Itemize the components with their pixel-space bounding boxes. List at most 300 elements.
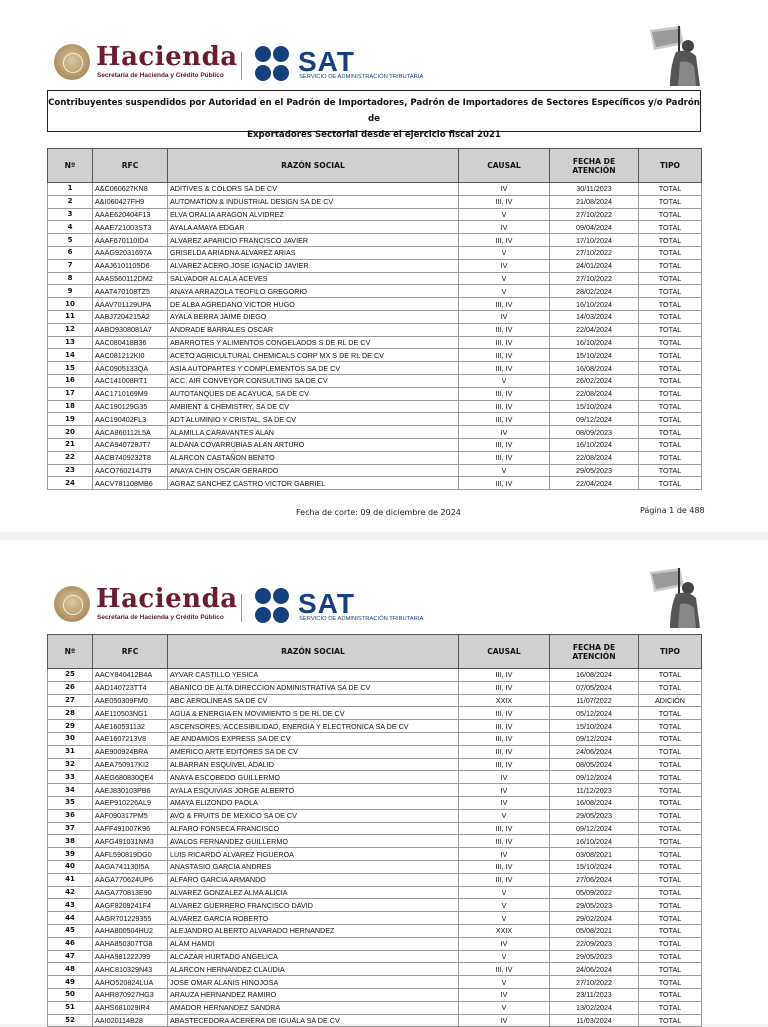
col-causal-header: CAUSAL: [459, 149, 550, 183]
cell-fecha: 26/02/2024: [550, 374, 639, 387]
cell-causal: III, IV: [459, 873, 550, 886]
cell-tipo: TOTAL: [639, 349, 702, 362]
cell-fecha: 24/06/2024: [550, 745, 639, 758]
cell-causal: III, IV: [459, 720, 550, 733]
cell-number: 15: [48, 362, 93, 375]
cell-razon-social: ACETO AGRICULTURAL CHEMICALS CORP MX S DE RL DE CV: [168, 349, 459, 362]
table-row: [48, 835, 702, 848]
cell-fecha: 22/04/2024: [550, 323, 639, 336]
cell-rfc: AAF090317PM5: [93, 809, 168, 822]
cell-razon-social: ELVA ORALIA ARAGON ALVIDREZ: [168, 208, 459, 221]
table-row: [48, 387, 702, 400]
cell-number: 45: [48, 924, 93, 937]
cell-number: 13: [48, 336, 93, 349]
cell-tipo: TOTAL: [639, 413, 702, 426]
col-razon-social-header: RAZÓN SOCIAL: [168, 635, 459, 669]
cell-fecha: 29/05/2023: [550, 809, 639, 822]
cell-rfc: AAGA741130I5A: [93, 860, 168, 873]
cell-razon-social: ANAYA ESCOBEDO GUILLERMO: [168, 771, 459, 784]
page-header: [0, 0, 768, 86]
cell-fecha: 16/10/2024: [550, 835, 639, 848]
cell-rfc: AAAG92031697A: [93, 246, 168, 259]
cell-fecha: 22/04/2024: [550, 477, 639, 490]
cell-number: 23: [48, 464, 93, 477]
cell-rfc: AAI020114B28: [93, 1014, 168, 1027]
cell-causal: III, IV: [459, 669, 550, 682]
cell-rfc: AAE1607213V8: [93, 732, 168, 745]
cell-fecha: 09/04/2024: [550, 221, 639, 234]
cell-tipo: TOTAL: [639, 784, 702, 797]
cutoff-date: Fecha de corte: 09 de diciembre de 2024: [296, 508, 461, 517]
cell-causal: III, IV: [459, 963, 550, 976]
table-row: [48, 183, 702, 196]
cell-number: 14: [48, 349, 93, 362]
col-fecha-header: FECHA DE ATENCIÓN: [550, 635, 639, 669]
cell-causal: XXIX: [459, 924, 550, 937]
table-row: [48, 771, 702, 784]
hacienda-subtitle: Secretaría de Hacienda y Crédito Público: [97, 614, 224, 621]
table-row: [48, 451, 702, 464]
cell-tipo: TOTAL: [639, 336, 702, 349]
cell-fecha: 27/10/2022: [550, 208, 639, 221]
cell-fecha: 24/06/2024: [550, 963, 639, 976]
cell-rfc: AAHC810329N43: [93, 963, 168, 976]
table-row: [48, 694, 702, 707]
cell-fecha: 09/12/2024: [550, 822, 639, 835]
cell-number: 44: [48, 912, 93, 925]
cell-tipo: TOTAL: [639, 835, 702, 848]
cell-causal: III, IV: [459, 362, 550, 375]
table-row: [48, 349, 702, 362]
cell-causal: IV: [459, 771, 550, 784]
cell-fecha: 16/08/2024: [550, 362, 639, 375]
cell-causal: III, IV: [459, 336, 550, 349]
cell-number: 26: [48, 681, 93, 694]
cell-razon-social: ASIA AUTOPARTES Y COMPLEMENTOS SA DE CV: [168, 362, 459, 375]
cell-rfc: AAEJ830103PB6: [93, 784, 168, 797]
col-rfc-header: RFC: [93, 149, 168, 183]
cell-causal: III, IV: [459, 195, 550, 208]
cell-razon-social: ALAM HAMDI: [168, 937, 459, 950]
cell-causal: V: [459, 899, 550, 912]
cell-fecha: 15/10/2024: [550, 349, 639, 362]
cell-causal: V: [459, 285, 550, 298]
table-row: [48, 976, 702, 989]
cell-causal: III, IV: [459, 477, 550, 490]
cell-fecha: 29/05/2023: [550, 899, 639, 912]
table-row: [48, 732, 702, 745]
cell-causal: IV: [459, 259, 550, 272]
table-row: [48, 464, 702, 477]
cell-tipo: TOTAL: [639, 387, 702, 400]
cell-tipo: TOTAL: [639, 285, 702, 298]
cell-causal: III, IV: [459, 234, 550, 247]
cell-tipo: TOTAL: [639, 221, 702, 234]
cell-razon-social: ALVAREZ GARCIA ROBERTO: [168, 912, 459, 925]
cell-number: 36: [48, 809, 93, 822]
cell-razon-social: ADITIVES & COLORS SA DE CV: [168, 183, 459, 196]
cell-fecha: 15/10/2024: [550, 720, 639, 733]
cell-tipo: TOTAL: [639, 298, 702, 311]
cell-razon-social: ALARCON HERNANDEZ CLAUDIA: [168, 963, 459, 976]
cell-tipo: TOTAL: [639, 860, 702, 873]
cell-number: 12: [48, 323, 93, 336]
cell-rfc: AAEP910226AL9: [93, 796, 168, 809]
cell-causal: III, IV: [459, 758, 550, 771]
table-row: [48, 681, 702, 694]
table-row: [48, 413, 702, 426]
cell-causal: IV: [459, 937, 550, 950]
cell-number: 21: [48, 438, 93, 451]
taxpayer-table-page-2: [47, 634, 702, 1027]
cell-fecha: 13/02/2024: [550, 1001, 639, 1014]
table-row: [48, 272, 702, 285]
cell-razon-social: ALBARRAN ESQUIVEL ADALID: [168, 758, 459, 771]
cell-tipo: TOTAL: [639, 745, 702, 758]
cell-razon-social: AE ANDAMIOS EXPRESS SA DE CV: [168, 732, 459, 745]
cell-number: 50: [48, 988, 93, 1001]
cell-causal: III, IV: [459, 835, 550, 848]
cell-rfc: AAAT470108TZ5: [93, 285, 168, 298]
cell-tipo: TOTAL: [639, 234, 702, 247]
cell-fecha: 09/12/2024: [550, 413, 639, 426]
sat-logo-icon: [255, 588, 291, 624]
cell-causal: III, IV: [459, 323, 550, 336]
cell-number: 2: [48, 195, 93, 208]
cell-razon-social: ABANICO DE ALTA DIRECCION ADMINISTRATIVA SA DE CV: [168, 681, 459, 694]
table-row: [48, 758, 702, 771]
cell-razon-social: ARAUZA HERNANDEZ RAMIRO: [168, 988, 459, 1001]
cell-number: 27: [48, 694, 93, 707]
cell-fecha: 27/10/2022: [550, 976, 639, 989]
cell-rfc: AAHA800504HU2: [93, 924, 168, 937]
cell-causal: III, IV: [459, 400, 550, 413]
table-row: [48, 988, 702, 1001]
table-row: [48, 374, 702, 387]
cell-tipo: ADICIÓN: [639, 694, 702, 707]
cell-number: 31: [48, 745, 93, 758]
cell-rfc: AACA940728JT7: [93, 438, 168, 451]
table-row: [48, 1014, 702, 1027]
cell-tipo: TOTAL: [639, 1014, 702, 1027]
cell-tipo: TOTAL: [639, 912, 702, 925]
cell-fecha: 16/08/2024: [550, 796, 639, 809]
cell-causal: III, IV: [459, 438, 550, 451]
table-row: [48, 937, 702, 950]
cell-rfc: A&C060627KN8: [93, 183, 168, 196]
cell-fecha: 03/08/2021: [550, 848, 639, 861]
cell-rfc: AAHS681029IR4: [93, 1001, 168, 1014]
cell-causal: IV: [459, 784, 550, 797]
page-number: Página 1 de 488: [640, 506, 705, 515]
sat-logo-icon: [255, 46, 291, 82]
cell-tipo: TOTAL: [639, 822, 702, 835]
cell-causal: III, IV: [459, 745, 550, 758]
cell-fecha: 16/10/2024: [550, 336, 639, 349]
cell-fecha: 16/10/2024: [550, 438, 639, 451]
col-number-header: Nº: [48, 635, 93, 669]
cell-fecha: 09/12/2024: [550, 732, 639, 745]
cell-razon-social: DE ALBA AGREDANO VICTOR HUGO: [168, 298, 459, 311]
cell-razon-social: ALDANA COVARRUBIAS ALAN ARTURO: [168, 438, 459, 451]
cell-fecha: 30/11/2023: [550, 183, 639, 196]
cell-number: 20: [48, 426, 93, 439]
table-header-row: [48, 635, 702, 669]
cell-razon-social: AMADOR HERNANDEZ SANDRA: [168, 1001, 459, 1014]
cell-fecha: 14/03/2024: [550, 310, 639, 323]
cell-tipo: TOTAL: [639, 374, 702, 387]
cell-causal: IV: [459, 796, 550, 809]
cell-fecha: 27/06/2024: [550, 873, 639, 886]
cell-razon-social: ALARCON CASTAÑON BENITO: [168, 451, 459, 464]
cell-number: 52: [48, 1014, 93, 1027]
cell-tipo: TOTAL: [639, 438, 702, 451]
cell-fecha: 11/12/2023: [550, 784, 639, 797]
cell-rfc: AAAS560112DM2: [93, 272, 168, 285]
cell-number: 5: [48, 234, 93, 247]
cell-tipo: TOTAL: [639, 732, 702, 745]
flag-statue-icon: [640, 22, 706, 88]
table-row: [48, 234, 702, 247]
cell-causal: III, IV: [459, 860, 550, 873]
table-row: [48, 195, 702, 208]
cell-tipo: TOTAL: [639, 924, 702, 937]
cell-causal: IV: [459, 221, 550, 234]
cell-razon-social: ALEJANDRO ALBERTO ALVARADO HERNANDEZ: [168, 924, 459, 937]
cell-razon-social: ANAYA CHIN OSCAR GERARDO: [168, 464, 459, 477]
cell-tipo: TOTAL: [639, 183, 702, 196]
cell-fecha: 23/11/2023: [550, 988, 639, 1001]
hacienda-logo: Hacienda: [96, 42, 238, 72]
cell-number: 40: [48, 860, 93, 873]
cell-tipo: TOTAL: [639, 950, 702, 963]
cell-tipo: TOTAL: [639, 323, 702, 336]
cell-rfc: AACA860112L5A: [93, 426, 168, 439]
sat-subtitle: SERVICIO DE ADMINISTRACIÓN TRIBUTARIA: [299, 74, 424, 80]
cell-number: 11: [48, 310, 93, 323]
cell-number: 28: [48, 707, 93, 720]
cell-rfc: AAE110503NG1: [93, 707, 168, 720]
table-row: [48, 246, 702, 259]
cell-rfc: AABJ7204215A2: [93, 310, 168, 323]
cell-causal: III, IV: [459, 349, 550, 362]
cell-rfc: AAC0905133QA: [93, 362, 168, 375]
table-row: [48, 336, 702, 349]
cell-rfc: AACV781108MB6: [93, 477, 168, 490]
cell-tipo: TOTAL: [639, 899, 702, 912]
cell-causal: III, IV: [459, 707, 550, 720]
cell-fecha: 15/10/2024: [550, 400, 639, 413]
cell-rfc: AAAF670110ID4: [93, 234, 168, 247]
cell-number: 32: [48, 758, 93, 771]
cell-causal: III, IV: [459, 822, 550, 835]
table-body: [48, 669, 702, 1027]
cell-causal: V: [459, 208, 550, 221]
cell-causal: III, IV: [459, 681, 550, 694]
cell-fecha: 08/05/2024: [550, 758, 639, 771]
table-row: [48, 924, 702, 937]
cell-causal: V: [459, 809, 550, 822]
table-row: [48, 285, 702, 298]
cell-rfc: AAE900924BRA: [93, 745, 168, 758]
cell-razon-social: ABARROTES Y ALIMENTOS CONGELADOS S DE RL DE CV: [168, 336, 459, 349]
cell-number: 7: [48, 259, 93, 272]
cell-causal: V: [459, 464, 550, 477]
col-tipo-header: TIPO: [639, 635, 702, 669]
cell-rfc: AAGF8209241F4: [93, 899, 168, 912]
cell-causal: III, IV: [459, 732, 550, 745]
cell-fecha: 11/07/2022: [550, 694, 639, 707]
cell-rfc: AAGA770624UP6: [93, 873, 168, 886]
document-page-2: [0, 540, 768, 1024]
table-row: [48, 950, 702, 963]
cell-rfc: AAEG680830QE4: [93, 771, 168, 784]
cell-rfc: AAAJ6101105D6: [93, 259, 168, 272]
cell-razon-social: ALAMILLA CARAVANTES ALAN: [168, 426, 459, 439]
cell-rfc: AAC080418B36: [93, 336, 168, 349]
cell-causal: XXIX: [459, 694, 550, 707]
cell-tipo: TOTAL: [639, 873, 702, 886]
table-row: [48, 873, 702, 886]
sat-logo: SAT: [298, 46, 355, 77]
logo-divider: [241, 594, 242, 622]
cell-rfc: AACY840412B4A: [93, 669, 168, 682]
cell-number: 34: [48, 784, 93, 797]
table-row: [48, 298, 702, 311]
cell-razon-social: LUIS RICARDO ALVAREZ FIGUEROA: [168, 848, 459, 861]
col-rfc-header: RFC: [93, 635, 168, 669]
col-number-header: Nº: [48, 149, 93, 183]
cell-rfc: AACO760214JT9: [93, 464, 168, 477]
cell-tipo: TOTAL: [639, 451, 702, 464]
cell-tipo: TOTAL: [639, 720, 702, 733]
cell-tipo: TOTAL: [639, 1001, 702, 1014]
cell-tipo: TOTAL: [639, 809, 702, 822]
cell-causal: IV: [459, 310, 550, 323]
cell-razon-social: AVALOS FERNANDEZ GUILLERMO: [168, 835, 459, 848]
cell-causal: V: [459, 950, 550, 963]
cell-rfc: AAC1710169M9: [93, 387, 168, 400]
cell-razon-social: AYVAR CASTILLO YESICA: [168, 669, 459, 682]
cell-fecha: 22/08/2024: [550, 451, 639, 464]
cell-razon-social: SALVADOR ALCALA ACEVES: [168, 272, 459, 285]
cell-rfc: AAAE620404F13: [93, 208, 168, 221]
cell-razon-social: AUTOMATION & INDUSTRIAL DESIGN SA DE CV: [168, 195, 459, 208]
cell-number: 8: [48, 272, 93, 285]
table-row: [48, 438, 702, 451]
cell-fecha: 29/02/2024: [550, 912, 639, 925]
table-row: [48, 669, 702, 682]
table-row: [48, 259, 702, 272]
table-row: [48, 310, 702, 323]
cell-razon-social: GRISELDA ARIADNA ALVAREZ ARIAS: [168, 246, 459, 259]
cell-razon-social: ACC. AIR CONVEYOR CONSULTING SA DE CV: [168, 374, 459, 387]
table-row: [48, 426, 702, 439]
cell-razon-social: ANDRADE BARRALES OSCAR: [168, 323, 459, 336]
cell-rfc: AAE050309FM0: [93, 694, 168, 707]
table-row: [48, 886, 702, 899]
cell-rfc: AAC190129G35: [93, 400, 168, 413]
cell-number: 42: [48, 886, 93, 899]
sat-logo: SAT: [298, 588, 355, 619]
cell-tipo: TOTAL: [639, 477, 702, 490]
table-header-row: [48, 149, 702, 183]
cell-tipo: TOTAL: [639, 796, 702, 809]
cell-number: 1: [48, 183, 93, 196]
mexico-seal-icon: [54, 586, 90, 622]
cell-number: 3: [48, 208, 93, 221]
cell-number: 35: [48, 796, 93, 809]
cell-number: 18: [48, 400, 93, 413]
cell-fecha: 24/01/2024: [550, 259, 639, 272]
cell-causal: IV: [459, 848, 550, 861]
cell-fecha: 22/09/2023: [550, 937, 639, 950]
table-row: [48, 208, 702, 221]
cell-tipo: TOTAL: [639, 963, 702, 976]
col-fecha-header: FECHA DE ATENCIÓN: [550, 149, 639, 183]
cell-tipo: TOTAL: [639, 976, 702, 989]
cell-rfc: AAGR701229355: [93, 912, 168, 925]
table-row: [48, 362, 702, 375]
cell-number: 19: [48, 413, 93, 426]
cell-razon-social: AMERICO ARTE EDITORES SA DE CV: [168, 745, 459, 758]
mexico-seal-icon: [54, 44, 90, 80]
cell-rfc: AAE160531132: [93, 720, 168, 733]
table-row: [48, 912, 702, 925]
cell-razon-social: ALFARO GARCIA ARMANDO: [168, 873, 459, 886]
cell-tipo: TOTAL: [639, 464, 702, 477]
table-row: [48, 899, 702, 912]
cell-tipo: TOTAL: [639, 669, 702, 682]
cell-causal: IV: [459, 426, 550, 439]
report-title-line-1: Contribuyentes suspendidos por Autoridad en el Padrón de Importadores, Padrón de Importadores de Sectores Específicos y/o Padrón de: [48, 98, 700, 124]
cell-number: 48: [48, 963, 93, 976]
cell-rfc: AAAE721003ST3: [93, 221, 168, 234]
cell-number: 43: [48, 899, 93, 912]
cell-number: 29: [48, 720, 93, 733]
table-row: [48, 720, 702, 733]
table-row: [48, 784, 702, 797]
cell-rfc: AAC141008RT1: [93, 374, 168, 387]
cell-tipo: TOTAL: [639, 362, 702, 375]
cell-tipo: TOTAL: [639, 771, 702, 784]
col-razon-social-header: RAZÓN SOCIAL: [168, 149, 459, 183]
cell-tipo: TOTAL: [639, 259, 702, 272]
cell-tipo: TOTAL: [639, 758, 702, 771]
cell-tipo: TOTAL: [639, 681, 702, 694]
cell-fecha: 16/08/2024: [550, 669, 639, 682]
cell-rfc: AAD140723TT4: [93, 681, 168, 694]
cell-tipo: TOTAL: [639, 988, 702, 1001]
cell-razon-social: JOSE OMAR ALANIS HINOJOSA: [168, 976, 459, 989]
cell-tipo: TOTAL: [639, 400, 702, 413]
cell-razon-social: AUTOTANQUES DE ACAYUCA, SA DE CV: [168, 387, 459, 400]
cell-number: 51: [48, 1001, 93, 1014]
table-row: [48, 822, 702, 835]
cell-fecha: 28/02/2024: [550, 285, 639, 298]
cell-fecha: 27/10/2022: [550, 246, 639, 259]
cell-rfc: AAC190402FL3: [93, 413, 168, 426]
cell-razon-social: ALVAREZ GONZALEZ ALMA ALICIA: [168, 886, 459, 899]
cell-causal: V: [459, 1001, 550, 1014]
cell-tipo: TOTAL: [639, 272, 702, 285]
cell-tipo: TOTAL: [639, 886, 702, 899]
cell-razon-social: ALFARO FONSECA FRANCISCO: [168, 822, 459, 835]
cell-fecha: 05/12/2024: [550, 707, 639, 720]
cell-number: 17: [48, 387, 93, 400]
flag-statue-icon: [640, 564, 706, 630]
table-row: [48, 963, 702, 976]
